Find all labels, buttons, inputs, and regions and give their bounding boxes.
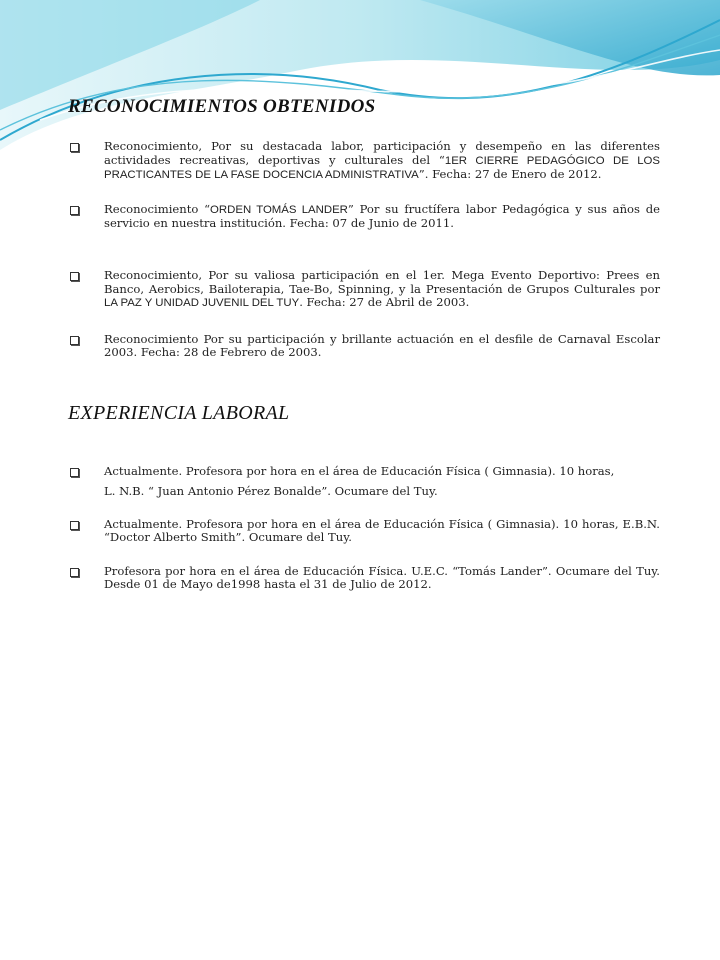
square-bullet-icon [70,143,79,152]
experiencia-list-continued [68,518,660,592]
experiencia-list [68,465,660,479]
list-item: Reconocimiento, Por su destacada labor, participación y desempeño en las diferentes actividades recreativas, deportivas y culturales del “1ER CIERRE PEDAGÓGICO DE LOS PRACTICANTES DE LA FASE DOCENCIA ADMINISTRATIVA”. Fecha: 27 de Enero de 2012. [68,140,660,183]
square-bullet-icon [70,468,79,477]
square-bullet-icon [70,272,79,281]
list-item: Actualmente. Profesora por hora en el área de Educación Física ( Gimnasia). 10 horas, E.B.N. “Doctor Alberto Smith”. Ocumare del Tuy. [68,518,660,545]
list-item-subline: L. N.B. “ Juan Antonio Pérez Bonalde”. Ocumare del Tuy. [104,483,438,498]
list-item: Profesora por hora en el área de Educación Física. U.E.C. “Tomás Lander”. Ocumare del Tuy. Desde 01 de Mayo de1998 hasta el 31 de Julio de 2012. [68,565,660,592]
experiencia-title: EXPERIENCIA LABORAL [68,401,290,424]
content-area [68,96,660,592]
square-bullet-icon [70,336,79,345]
list-item: Reconocimiento “ORDEN TOMÁS LANDER” Por su fructífera labor Pedagógica y sus años de servicio en nuestra institución. Fecha: 07 de Junio de 2011. [68,203,660,231]
square-bullet-icon [70,206,79,215]
square-bullet-icon [70,568,79,577]
list-item: Actualmente. Profesora por hora en el área de Educación Física ( Gimnasia). 10 horas, [68,465,660,479]
list-item: Reconocimiento, Por su valiosa participación en el 1er. Mega Evento Deportivo: Prees en Banco, Aerobics, Bailoterapia, Tae-Bo, Spinning, y la Presentación de Grupos Culturales por LA PAZ Y UNIDAD JUVENIL DEL TUY. Fecha: 27 de Abril de 2003. [68,269,660,311]
reconocimientos-title: RECONOCIMIENTOS OBTENIDOS [68,96,376,117]
reconocimientos-list [68,140,660,360]
list-item: Reconocimiento Por su participación y brillante actuación en el desfile de Carnaval Escolar 2003. Fecha: 28 de Febrero de 2003. [68,333,660,360]
square-bullet-icon [70,521,79,530]
